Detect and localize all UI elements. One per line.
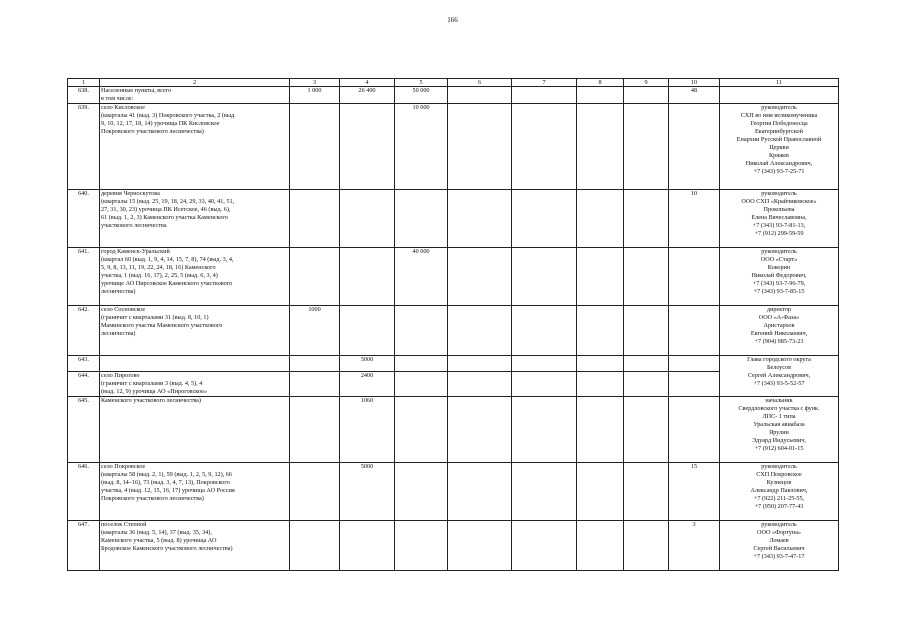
contact-line: +7 (343) 93-7-81-13, [752,222,806,229]
contact-line: +7 (343) 93-5-52-57 [753,380,805,387]
contact-line: руководитель [761,190,797,197]
col-8-value [577,372,624,397]
place-line: село Пироґово [101,372,140,379]
col-8-value [577,104,624,190]
col-5-value: 50 000 [395,87,448,104]
contact-line: Ярулин [769,429,789,436]
table-row [68,306,839,356]
row-number: 645. [68,397,100,463]
col-4-value: 2400 [340,372,395,397]
col-3-value [290,104,340,190]
table-row [68,397,839,463]
place-line: (квартал 60 (выд. 1, 9, 4, 14, 15, 7, 8), 74 (выд. 3, 4, [101,256,234,263]
place-line: (кварталы 15 (выд. 25, 19, 18, 24, 29, 33, 40, 41, 51, [101,198,235,205]
place-line: лесничества) [101,288,136,295]
col-3-value [290,463,340,521]
place-description [100,87,290,104]
place-line: участка, 4 (выд. 12, 15, 16, 17) урочища АО Россия [101,487,235,494]
col-7-value [512,306,577,356]
col-10-value: 3 [669,521,720,571]
place-line: 5, 9, 8, 13, 11, 19, 22, 24, 18, 16) Каменского [101,264,216,271]
place-line: Бродовское Каменского участкового лесничества) [101,545,233,552]
col-9-value [624,397,669,463]
col-5-value [395,521,448,571]
row-number: 638. [68,87,100,104]
place-line: (кварталы 58 (выд. 2, 1), 59 (выд. 1, 2, 5, 9, 12), 66 [101,471,232,478]
place-line: участка, 1 (выд. 16, 17), 2, 25, 5 (выд. 6, 3, 4) [101,272,218,279]
place-line: Каменского участкового лесничества) [101,397,201,404]
column-header: 8 [577,79,624,87]
col-4-value [340,104,395,190]
contact-line: Прокопьева [763,206,795,213]
col-7-value [512,248,577,306]
row-number: 642. [68,306,100,356]
table-row [68,463,839,521]
place-line: участкового лесничества [101,222,167,229]
place-line: (граничит с кварталами 31 (выд. 8, 10, 1) [101,314,209,321]
col-8-value [577,521,624,571]
col-8-value [577,248,624,306]
col-4-value: 26 400 [340,87,395,104]
contact-line: Уральская авиабаза [753,421,805,428]
col-9-value [624,372,669,397]
col-10-value: 48 [669,87,720,104]
contact-line: Сергей Васильевич [753,545,805,552]
place-line: деревня Черноскутова [101,190,160,197]
col-8-value [577,87,624,104]
contact-info [720,87,839,104]
contact-info [720,306,839,356]
place-description [100,248,290,306]
col-5-value [395,397,448,463]
col-9-value [624,306,669,356]
contact-line: руководитель [761,521,797,528]
row-number: 641. [68,248,100,306]
col-7-value [512,356,577,372]
contact-line: +7 (912) 604-01-15 [754,445,804,452]
col-9-value [624,521,669,571]
place-line: Покровского участкового лесничества) [101,495,204,502]
col-3-value: 1 000 [290,87,340,104]
contact-line: ООО «Старт» [760,256,798,263]
col-6-value [448,104,512,190]
contact-line: Екатеринбургской [755,128,803,135]
contact-line: +7 (912) 299-59-59 [754,230,804,237]
col-8-value [577,356,624,372]
col-10-value [669,306,720,356]
place-line: город Каменск-Уральский [101,248,170,255]
col-10-value [669,104,720,190]
col-6-value [448,521,512,571]
table-row [68,104,839,190]
col-4-value: 5000 [340,356,395,372]
place-line: Населенные пункты, всего [101,87,172,94]
col-6-value [448,190,512,248]
col-9-value [624,356,669,372]
contact-line: начальник [765,397,793,404]
contact-line: Епархии Русской Православной [736,136,822,143]
col-6-value [448,248,512,306]
contact-line: директор [766,306,792,313]
contact-line: ООО «А-Фаза» [758,314,800,321]
contact-info [720,356,839,397]
col-3-value [290,190,340,248]
place-line: Маминского участка Маменского участкового [101,322,223,329]
col-4-value: 1060 [340,397,395,463]
contact-line: Елена Вячеславовна, [751,214,807,221]
col-10-value: 15 [669,463,720,521]
row-number: 643. [68,356,100,372]
place-line: в том числе: [101,95,134,102]
col-6-value [448,463,512,521]
place-description [100,463,290,521]
fire-resources-table [67,78,839,571]
column-header: 5 [395,79,448,87]
contact-line: Георгия Победоносца [750,120,808,127]
contact-line: Александр Павлович, [750,487,808,494]
col-5-value [395,463,448,521]
contact-line: +7 (343) 93-7-47-17 [753,553,805,560]
col-6-value [448,87,512,104]
col-10-value [669,248,720,306]
contact-line: ЛПС- 1 типа [762,413,796,420]
col-7-value [512,372,577,397]
col-10-value [669,356,720,372]
contact-line: Евгений Николаевич, [750,330,808,337]
contact-line: ООО СХП «Крайчиковское» [741,198,817,205]
table-row [68,87,839,104]
contact-line: ООО «Фортуна» [757,529,801,536]
col-4-value [340,190,395,248]
contact-line: СХП во имя великомученика [740,112,818,119]
col-10-value [669,372,720,397]
col-5-value [395,356,448,372]
place-description [100,190,290,248]
place-line: Покровского участкового лесничества) [101,128,204,135]
contact-line: СХП Покровское [756,471,802,478]
column-header: 2 [100,79,290,87]
contact-line: +7 (343) 93-7-96-79, [752,280,806,287]
col-4-value: 5000 [340,463,395,521]
col-7-value [512,397,577,463]
contact-line: +7 (922) 211-25-55, [753,495,805,502]
place-line: (граничит с кварталами 3 (выд. 4, 5), 4 [101,380,203,387]
place-line: Каменского участка, 5 (выд. 8) урочища АО [101,537,217,544]
col-7-value [512,87,577,104]
header-row [68,79,839,87]
col-3-value [290,397,340,463]
place-line: 9, 10, 12, 17, 18, 14) урочища ПК Кисловское [101,120,220,127]
col-9-value [624,87,669,104]
col-3-value: 1000 [290,306,340,356]
contact-line: Кряжев [769,152,789,159]
col-4-value [340,306,395,356]
page-number: 166 [447,16,458,24]
contact-line: +7 (343) 93-7-25-71 [753,168,805,175]
contact-line: Кузнецов [766,479,792,486]
col-7-value [512,521,577,571]
place-line: 27, 31, 30, 23) урочища ПК Исетское, 46 (выд. 6), [101,206,231,213]
col-6-value [448,397,512,463]
column-header: 7 [512,79,577,87]
row-number: 644. [68,372,100,397]
col-3-value [290,248,340,306]
row-number: 647. [68,521,100,571]
contact-line: руководитель [761,104,797,111]
col-8-value [577,190,624,248]
column-header: 9 [624,79,669,87]
col-9-value [624,104,669,190]
contact-info [720,248,839,306]
col-4-value [340,248,395,306]
place-description [100,372,290,397]
contact-line: Церкви [769,144,789,151]
row-number: 640. [68,190,100,248]
contact-line: +7 (950) 207-77-43 [754,503,804,510]
table-row [68,356,839,372]
place-line: (кварталы 36 (выд. 5, 14), 37 (выд. 35, 34), [101,529,212,536]
column-header: 6 [448,79,512,87]
contact-line: Глава городского округа [747,356,811,363]
table-row [68,190,839,248]
place-line: (кварталы 41 (выд. 3) Покровского участка, 2 (выд. [101,112,236,119]
row-number: 639. [68,104,100,190]
col-6-value [448,356,512,372]
place-line: (выд. 8, 14–16), 73 (выд. 3, 4, 7, 13), Покровского [101,479,230,486]
col-9-value [624,190,669,248]
contact-info [720,397,839,463]
contact-info [720,463,839,521]
contact-line: Свердловского участка с функ. [738,405,820,412]
col-10-value: 10 [669,190,720,248]
col-3-value [290,356,340,372]
col-10-value [669,397,720,463]
contact-info [720,104,839,190]
column-header: 11 [720,79,839,87]
row-number: 646. [68,463,100,521]
col-4-value [340,521,395,571]
table-row [68,248,839,306]
column-header: 4 [340,79,395,87]
column-header: 3 [290,79,340,87]
contact-line: Николай Александрович, [745,160,813,167]
contact-line: Белоусов [766,364,792,371]
col-6-value [448,372,512,397]
column-header: 1 [68,79,100,87]
col-7-value [512,190,577,248]
place-line: поселок Степной [101,521,147,528]
place-line: (выд. 12, 9) урочища АО «Пироговское» [101,388,208,395]
col-7-value [512,463,577,521]
place-line: 61 (выд. 1, 2, 3) Каменского участка Каменского [101,214,228,221]
contact-line: Аристархов [763,322,795,329]
col-3-value [290,372,340,397]
place-line: лесничества) [101,330,136,337]
col-6-value [448,306,512,356]
place-description [100,104,290,190]
col-3-value [290,521,340,571]
col-7-value [512,104,577,190]
contact-line: +7 (343) 93-7-85-15 [753,288,805,295]
contact-line: руководитель [761,463,797,470]
contact-line: Сергей Александрович, [747,372,811,379]
contact-info [720,190,839,248]
col-5-value: 40 000 [395,248,448,306]
col-8-value [577,397,624,463]
contact-line: Кокорин [767,264,791,271]
place-line: село Сосновское [101,306,146,313]
col-8-value [577,306,624,356]
place-description [100,397,290,463]
place-description [100,306,290,356]
contact-line: Эдуард Индусьевич, [752,437,806,444]
col-5-value [395,372,448,397]
column-header: 10 [669,79,720,87]
contact-info [720,521,839,571]
col-9-value [624,463,669,521]
place-description [100,356,290,372]
col-5-value: 10 000 [395,104,448,190]
place-line: урочище АО Пирсовское Каменского участкового [101,280,233,287]
contact-line: Ломаев [769,537,789,544]
place-description [100,521,290,571]
col-5-value [395,306,448,356]
col-8-value [577,463,624,521]
contact-line: Николай Федорович, [751,272,807,279]
contact-line: руководитель [761,248,797,255]
contact-line: +7 (904) 985-73-23 [754,338,804,345]
place-line: село Кисловское [101,104,145,111]
place-line: село Покровское [101,463,146,470]
col-5-value [395,190,448,248]
col-9-value [624,248,669,306]
table-row [68,521,839,571]
